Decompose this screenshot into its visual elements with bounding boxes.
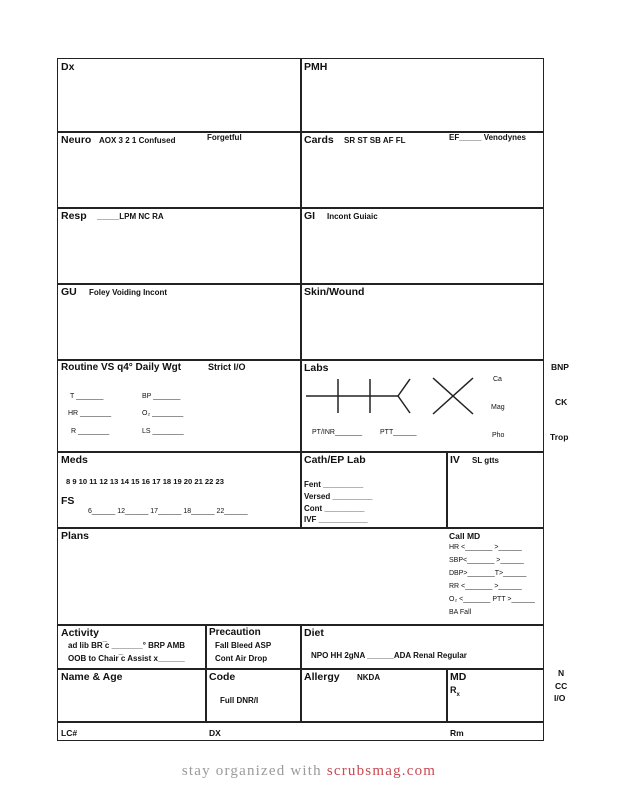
lab-ptinr: PT/INR_______ xyxy=(312,429,363,436)
iv-options: SL gtts xyxy=(472,456,499,465)
side-bnp: BNP xyxy=(551,362,569,372)
gu-options: Foley Voiding Incont xyxy=(89,288,168,297)
vital-bp: BP _______ xyxy=(142,393,181,400)
cath-cont: Cont _________ xyxy=(304,504,365,513)
lab-ptt: PTT______ xyxy=(380,429,417,436)
divider xyxy=(205,624,207,721)
divider xyxy=(300,451,302,527)
dx-bottom-label: DX xyxy=(209,728,221,738)
activity-line-1: ad lib BR ̅c _______° BRP AMB xyxy=(68,641,186,650)
divider xyxy=(57,721,544,723)
divider xyxy=(57,527,544,529)
cards-ef: EF_____ Venodynes xyxy=(449,133,526,142)
side-n: N xyxy=(558,668,565,678)
lc-label: LC# xyxy=(61,728,78,738)
rx-subscript: x xyxy=(456,691,460,698)
name-age-label: Name & Age xyxy=(61,671,123,683)
neuro-forgetful: Forgetful xyxy=(207,133,242,142)
gi-label: GI xyxy=(304,210,316,222)
diet-label: Diet xyxy=(304,627,324,639)
cards-label: Cards xyxy=(304,134,334,146)
call-md-dbp: DBP>_______T>______ xyxy=(449,570,527,577)
vital-t: T _______ xyxy=(70,393,104,400)
lab-fishbone-diagrams xyxy=(300,370,490,430)
activity-line-2: OOB to Chair ̅c Assist x______ xyxy=(68,654,185,663)
rx-label xyxy=(450,685,460,698)
divider xyxy=(446,668,448,721)
fs-times: 6______ 12______ 17______ 18______ 22______ xyxy=(88,508,248,515)
gi-options: Incont Guiaic xyxy=(327,212,378,221)
lab-mag: Mag xyxy=(491,404,505,411)
call-md-title: Call MD xyxy=(449,531,481,541)
call-md-hr: HR <_______ >______ xyxy=(449,544,522,551)
divider xyxy=(446,451,448,527)
call-md-rr: RR <_______ >______ xyxy=(449,583,522,590)
diet-options: NPO HH 2gNA ______ADA Renal Regular xyxy=(311,651,467,660)
vital-ls: LS ________ xyxy=(142,428,184,435)
side-io: I/O xyxy=(554,693,566,703)
vital-o2: O₂ ________ xyxy=(142,410,184,417)
call-md-ba-fall: BA Fall xyxy=(449,609,472,616)
cath-ivf: IVF ___________ xyxy=(304,515,368,524)
dx-label: Dx xyxy=(61,61,75,73)
strict-io-label: Strict I/O xyxy=(208,362,246,372)
side-trop: Trop xyxy=(550,432,569,442)
rm-label: Rm xyxy=(450,728,464,738)
precaution-line-1: Fall Bleed ASP xyxy=(215,641,272,650)
cath-versed: Versed _________ xyxy=(304,492,373,501)
resp-label: Resp xyxy=(61,210,87,222)
bmp-fishbone-fork xyxy=(398,396,410,413)
lab-pho: Pho xyxy=(492,432,505,439)
neuro-options: AOX 3 2 1 Confused xyxy=(99,136,176,145)
meds-hours: 8 9 10 11 12 13 14 15 16 17 18 19 20 21 22 23 xyxy=(66,477,224,486)
footer-watermark xyxy=(0,763,618,780)
precaution-label: Precaution xyxy=(209,627,261,638)
call-md-o2: O₂ <_______ PTT >______ xyxy=(449,596,535,603)
side-cc: CC xyxy=(555,681,568,691)
vital-r: R ________ xyxy=(71,428,110,435)
gu-label: GU xyxy=(61,286,77,298)
cath-fent: Fent _________ xyxy=(304,480,364,489)
activity-label: Activity xyxy=(61,627,99,639)
footer-prefix: stay organized with xyxy=(181,763,327,779)
md-label: MD xyxy=(450,671,467,683)
side-ck: CK xyxy=(555,397,568,407)
meds-label: Meds xyxy=(61,454,88,466)
cath-ep-lab-label: Cath/EP Lab xyxy=(304,454,366,466)
skin-wound-label: Skin/Wound xyxy=(304,286,365,298)
vital-hr: HR ________ xyxy=(68,410,112,417)
resp-options: _____LPM NC RA xyxy=(97,212,164,221)
cards-options: SR ST SB AF FL xyxy=(344,136,406,145)
labs-label: Labs xyxy=(304,362,329,374)
pmh-label: PMH xyxy=(304,61,328,73)
routine-label: Routine VS q4° Daily Wgt xyxy=(61,362,182,373)
iv-label: IV xyxy=(450,454,460,466)
plans-label: Plans xyxy=(61,530,90,542)
code-options: Full DNR/I xyxy=(220,696,259,705)
nkda-label: NKDA xyxy=(357,673,381,682)
lab-ca: Ca xyxy=(493,376,502,383)
neuro-label: Neuro xyxy=(61,134,92,146)
bmp-fishbone-fork xyxy=(398,379,410,396)
allergy-label: Allergy xyxy=(304,671,340,683)
fs-label: FS xyxy=(61,495,75,507)
rx-letter: R xyxy=(450,685,457,695)
precaution-line-2: Cont Air Drop xyxy=(215,654,268,663)
divider xyxy=(300,624,302,721)
call-md-sbp: SBP<_______ >______ xyxy=(449,557,524,564)
code-label: Code xyxy=(209,671,236,683)
footer-brand: scrubsmag.com xyxy=(326,763,437,779)
